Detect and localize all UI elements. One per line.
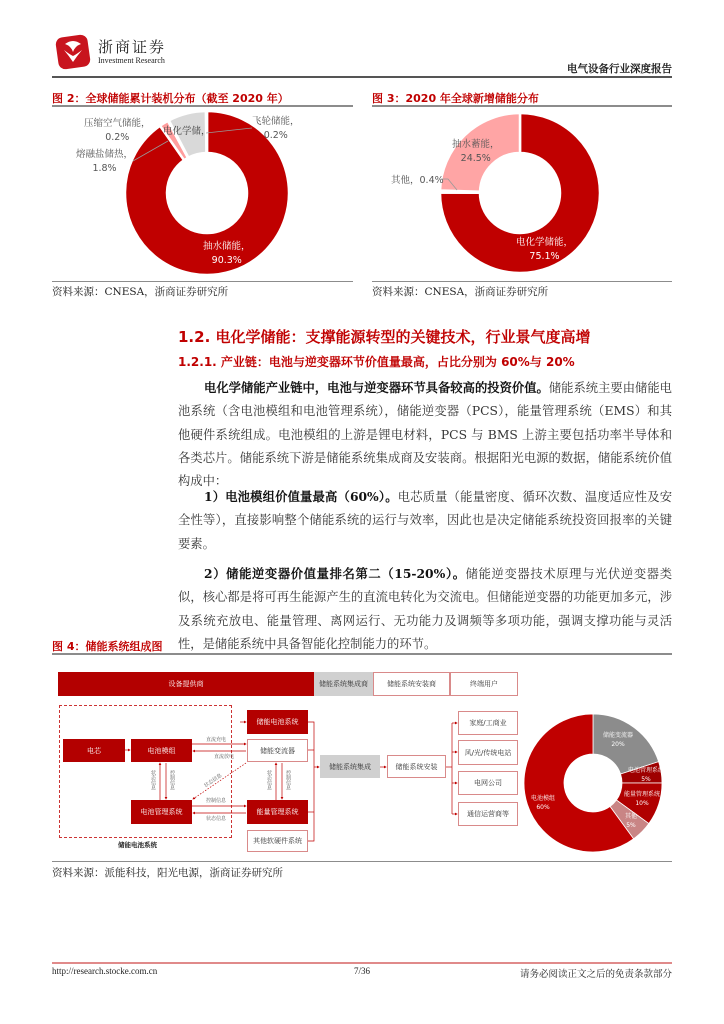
node-cell: 电芯 (63, 739, 125, 762)
battery-system-label: 储能电池系统 (118, 841, 157, 849)
arrow-label: 控制信息 (206, 798, 227, 804)
figure-2-source: 资料来源：CNESA，浙商证券研究所 (52, 286, 229, 298)
node-battery-module: 电池模组 (131, 739, 192, 762)
arrow-label: 控制信息 (169, 770, 175, 790)
figure-3-source: 资料来源：CNESA，浙商证券研究所 (372, 286, 549, 298)
paragraph-2-lead: 1）电池模组价值量最高（60%）。 (204, 489, 398, 504)
arrow-label: 直流放电 (214, 754, 235, 760)
figure-4-source: 资料来源：派能科技，阳光电源，浙商证券研究所 (52, 867, 283, 879)
label-molten-salt: 熔融盐储热， 1.8% (76, 149, 134, 174)
brand-en: Investment Research (98, 56, 165, 65)
label-other: 其他，0.4% (391, 175, 444, 186)
paragraph-1: 电化学储能产业链中，电池与逆变器环节具备较高的投资价值。储能系统主要由储能电池系统（含电池模组和电池管理系统），储能逆变器（PCS），能量管理系统（EMS）和其他硬件系统组成。电池模组的上游是锂电材料，PCS 与 BMS 上游主要包括功率半导体和各类芯片。储能系统下游是储能系统集成商及安装商。根据阳光电源的数据，储能系统价值构成中： (178, 380, 672, 489)
figure-2-title: 图 2：全球储能累计装机分布（截至 2020 年） (52, 92, 289, 105)
pie-label-pcs: 储能变流器 20% (603, 732, 634, 748)
arrow-label: 直流充电 (206, 737, 227, 743)
node-pcs: 储能变流器 (247, 739, 308, 762)
node-integration: 储能系统集成 (320, 755, 380, 778)
arrow-label: 控制信息 (285, 770, 291, 790)
label-electrochemical-new: 电化学储能， 75.1% (516, 237, 574, 262)
figure-4-bottom-rule (52, 861, 672, 862)
footer-divider (52, 962, 672, 964)
page-number: 7/36 (354, 966, 371, 976)
pie-label-module: 电池模组 60% (531, 795, 556, 811)
pie-label-bms: 电池管理系统 5% (628, 767, 665, 783)
label-pumped-storage: 抽水蓄能， 24.5% (452, 139, 500, 164)
end-user-grid: 电网公司 (458, 771, 518, 795)
section-heading: 1.2. 电化学储能：支撑能源转型的关键技术，行业景气度高增 (178, 328, 591, 346)
bar-system-installer: 储能系统安装商 (373, 672, 450, 696)
arrow-label: 状态信息 (150, 770, 156, 790)
end-user-telecom: 通信运营商等 (458, 802, 518, 826)
label-compressed-air: 压缩空气储能， 0.2% (84, 118, 151, 143)
label-flywheel: 飞轮储能， 0.2% (252, 116, 300, 141)
end-user-household: 家庭/工商业 (458, 711, 518, 735)
figure-3-title: 图 3：2020 年全球新增储能分布 (372, 92, 539, 105)
pie-label-other: 其他 5% (625, 813, 638, 829)
bar-system-integrator: 储能系统集成商 (314, 672, 373, 696)
node-other-hw-sw: 其他软硬件系统 (247, 830, 308, 852)
arrow-label: 状态信息 (206, 816, 227, 822)
brand-cn: 浙商证券 (98, 38, 167, 56)
arrow-label: 状态信息 (266, 770, 272, 790)
subsection-heading: 1.2.1. 产业链：电池与逆变器环节价值量最高，占比分别为 60%与 20% (178, 355, 575, 369)
footer-url[interactable]: http://research.stocke.com.cn (52, 966, 158, 976)
paragraph-3-lead: 2）储能逆变器价值量排名第二（15-20%）。 (204, 566, 466, 581)
end-user-power-station: 风/光/传统电站 (458, 740, 518, 765)
paragraph-1-lead: 电化学储能产业链中，电池与逆变器环节具备较高的投资价值。 (204, 380, 549, 395)
arrow-label: 状态信息 (203, 772, 224, 790)
bar-equipment-supplier: 设备提供商 (58, 672, 314, 696)
node-ems: 能量管理系统 (247, 800, 308, 824)
label-electrochemical: 电化学储， (163, 126, 211, 137)
node-battery-system: 储能电池系统 (247, 710, 308, 734)
paragraph-3: 2）储能逆变器价值量排名第二（15-20%）。储能逆变器技术原理与光伏逆变器类似，核心都是将可再生能源产生的直流电转化为交流电。但储能逆变器的功能更加多元，涉及系统充放电、能量管理、离网运行、无功能力及调频等多项功能，强调支撑功能与灵活性，是储能系统中具备智能化控制能力的环节。 (178, 566, 672, 651)
node-installation: 储能系统安装 (387, 755, 446, 778)
figure-4-title: 图 4：储能系统组成图 (52, 640, 163, 653)
footer-disclaimer: 请务必阅读正文之后的免责条款部分 (519, 969, 672, 980)
report-type: 电气设备行业深度报告 (567, 63, 672, 75)
node-bms: 电池管理系统 (131, 800, 192, 824)
bar-end-user: 终端用户 (450, 672, 518, 696)
label-pumped-hydro: 抽水储能， 90.3% (203, 241, 251, 266)
paragraph-2: 1）电池模组价值量最高（60%）。电芯质量（能量密度、循环次数、温度适应性及安全性等），直接影响整个储能系统的运行与效率，因此也是决定储能系统投资回报率的关键要素。 (178, 489, 672, 551)
pie-label-ems: 能量管理系统 10% (624, 791, 661, 807)
